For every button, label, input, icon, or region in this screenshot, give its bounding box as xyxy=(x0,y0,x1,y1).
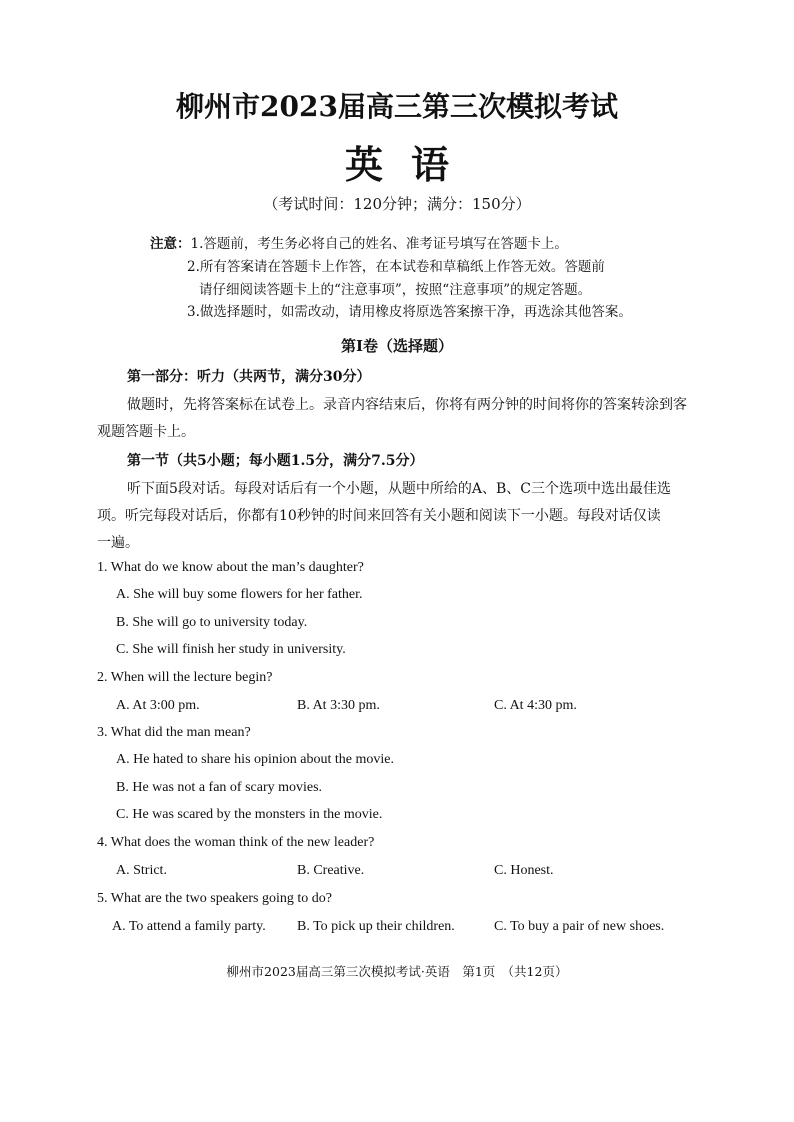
subject-title: 英语 xyxy=(344,142,477,187)
exam-info: （考试时间：120分钟；满分：150分） xyxy=(263,195,531,213)
option-c: C. At 4:30 pm. xyxy=(494,698,577,713)
notice-label: 注意： xyxy=(150,236,191,252)
question-stem: 3. What did the man mean? xyxy=(97,725,251,740)
section1-instruction: 听下面5段对话。每段对话后有一个小题，从题中所给的A、B、C三个选项中选出最佳选 xyxy=(127,481,672,497)
option-c: C. To buy a pair of new shoes. xyxy=(494,919,665,934)
question-stem: 2. When will the lecture begin? xyxy=(97,670,273,685)
option-a: A. To attend a family party. xyxy=(112,919,266,934)
question-stem: 4. What does the woman think of the new leader? xyxy=(97,835,375,850)
option-c: C. Honest. xyxy=(494,863,554,878)
question-stem: 5. What are the two speakers going to do? xyxy=(97,891,332,906)
option-b: B. At 3:30 pm. xyxy=(297,698,380,713)
section1-instruction: 项。听完每段对话后，你都有10秒钟的时间来回答有关小题和阅读下一小题。每段对话仅读 xyxy=(97,508,661,524)
page-footer: 柳州市2023届高三第三次模拟考试·英语 第1页 （共12页） xyxy=(226,964,568,979)
part1-instruction: 做题时，先将答案标在试卷上。录音内容结束后，你将有两分钟的时间将你的答案转涂到客 xyxy=(127,397,687,413)
section1-heading: 第一节（共5小题；每小题1.5分，满分7.5分） xyxy=(127,453,424,469)
option-b: B. Creative. xyxy=(297,863,365,878)
option-b: B. He was not a fan of scary movies. xyxy=(116,780,323,795)
notice-item: 请仔细阅读答题卡上的“注意事项”，按照“注意事项”的规定答题。 xyxy=(199,282,592,298)
option-a: A. At 3:00 pm. xyxy=(116,698,200,713)
notice-item: 1.答题前，考生务必将自己的姓名、准考证号填写在答题卡上。 xyxy=(190,236,568,252)
option-a: A. She will buy some flowers for her father. xyxy=(116,587,363,602)
notice-item: 3.做选择题时，如需改动，请用橡皮将原选答案擦干净，再选涂其他答案。 xyxy=(187,304,632,320)
option-c: C. She will finish her study in university. xyxy=(116,642,346,657)
part1-heading: 第一部分：听力（共两节，满分30分） xyxy=(127,369,371,385)
notice-item: 2.所有答案请在答题卡上作答，在本试卷和草稿纸上作答无效。答题前 xyxy=(187,259,605,275)
part1-instruction: 观题答题卡上。 xyxy=(97,424,195,440)
question-stem: 1. What do we know about the man’s daughter? xyxy=(97,560,364,575)
option-a: A. Strict. xyxy=(116,863,167,878)
option-c: C. He was scared by the monsters in the movie. xyxy=(116,807,383,822)
option-b: B. To pick up their children. xyxy=(297,919,455,934)
volume-title: 第Ⅰ卷（选择题） xyxy=(340,337,454,355)
section1-instruction: 一遍。 xyxy=(97,535,139,551)
option-b: B. She will go to university today. xyxy=(116,615,308,630)
exam-title: 柳州市2023届高三第三次模拟考试 xyxy=(176,90,618,123)
notice-line-1 xyxy=(150,232,568,252)
option-a: A. He hated to share his opinion about the movie. xyxy=(116,752,394,767)
